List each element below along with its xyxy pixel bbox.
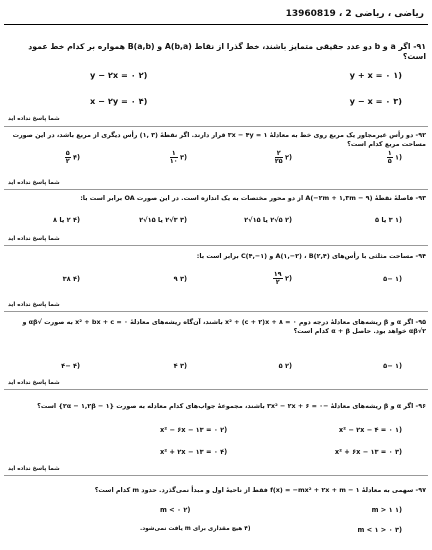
q92-option-3-numerator: ۱ — [171, 149, 176, 157]
q92-option-4 — [65, 150, 80, 165]
q93-option-1: (۱ ۳ یا ۵ — [375, 216, 402, 224]
q93-option-4: (۴ ۲ یا ۸ — [53, 216, 80, 224]
q94-option-2-numerator: ۱۹ — [273, 270, 282, 278]
q92-option-4-label: (۴ — [72, 153, 80, 162]
q92-option-1 — [387, 150, 402, 165]
q92-option-4-denominator: ۲ — [65, 157, 70, 165]
q97-option-3: (۳ ۰ < m < ۱ — [357, 526, 402, 534]
q92-option-1-numerator: ۱ — [387, 149, 392, 157]
divider — [4, 311, 428, 312]
q92-option-2 — [275, 150, 292, 165]
q97-option-2: (۲ m < ۰ — [160, 506, 191, 514]
q91-option-2: (۲ y − ۲x = ۰ — [90, 70, 148, 80]
q91-option-3: (۳ y − x = ۰ — [349, 96, 402, 106]
q92-option-2-denominator: ۲۵ — [274, 157, 283, 165]
q94-option-3: (۳ ۹ — [173, 275, 187, 283]
q94-option-2-fraction — [273, 271, 283, 286]
q92-option-3-denominator: ۱۰ — [169, 157, 178, 165]
q94-option-2-label: (۲ — [284, 274, 292, 283]
q92-option-3 — [170, 150, 187, 165]
q92-option-4-fraction — [65, 150, 71, 165]
q95-option-1: (۱ −۵ — [383, 362, 402, 370]
q92-option-3-fraction — [170, 150, 178, 165]
q94-option-2 — [273, 271, 292, 286]
no-answer-note: شما پاسخ نداده اید — [8, 466, 60, 472]
q92-option-4-numerator: ۵ — [65, 149, 70, 157]
q92-option-2-fraction — [275, 150, 283, 165]
divider — [4, 189, 428, 190]
no-answer-note: شما پاسخ نداده اید — [8, 180, 60, 186]
q94-option-2-denominator: ۲ — [275, 278, 280, 286]
q94-option-4: (۴ ۳۸ — [62, 275, 80, 283]
q95-option-3: (۳ ۴ — [173, 362, 187, 370]
question-92-text: ۹۲- دو رأس غیرمجاور یک مربع روی خط به معادلهٔ ۱ = ۳x − ۴y قرار دارند. اگر نقطهٔ (۳ ,۱) رأس دیگری از مربع باشد، در این صورت مساحت مربع کدام است؟ — [12, 131, 426, 148]
divider — [4, 126, 428, 127]
question-94-text: ۹۴- مساحت مثلثی با رأس‌های A(۱,−۲) ، B(۲,۴) و C(۴,−۱) برابر است با: — [196, 252, 426, 260]
question-96-text: ۹۶- اگر α و β ریشه‌های معادلهٔ −۳x² − ۲x + ۶ = ۰ باشند، مجموعهٔ جواب‌های کدام معادله به صورت {۲α − ۱,۲β − ۱} است؟ — [37, 402, 426, 410]
no-answer-note: شما پاسخ نداده اید — [8, 236, 60, 242]
document-title: ریاضی ، ریاضی 2 ، 13960819 — [285, 9, 424, 19]
q95-option-2: (۲ ۵ — [278, 362, 292, 370]
q96-option-2: (۲ x² − ۶x − ۱۳ = ۰ — [160, 426, 228, 434]
question-95-text: ۹۵- اگر α و β ریشه‌های معادلهٔ درجه دوم x² + (c + ۲)x + ۸ = ۰ باشند، آن‌گاه ریشه‌های معادلهٔ x² + bx + c = ۰ به صورت √αβ و ۲√αβ خواهد بود. حاصل α + β کدام است؟ — [22, 318, 426, 335]
question-91-text: ۹۱- اگر a و b دو عدد حقیقی متمایز باشند، خط گذرا از نقاط A(b,a) و B(a,b) همواره بر کدام خط عمود است؟ — [28, 42, 426, 61]
q92-option-2-label: (۲ — [284, 153, 292, 162]
q94-option-1: (۱ −۵ — [383, 275, 402, 283]
q92-option-1-label: (۱ — [394, 153, 402, 162]
document-header — [4, 4, 428, 25]
no-answer-note: شما پاسخ نداده اید — [8, 116, 60, 122]
q96-option-4: (۴ x² + ۲x − ۱۳ = ۰ — [160, 448, 228, 456]
divider — [4, 389, 428, 390]
no-answer-note: شما پاسخ نداده اید — [8, 380, 60, 386]
q97-option-1: (۱ m > ۱ — [371, 506, 402, 514]
q91-option-1: (۱ y + x = ۰ — [349, 70, 402, 80]
divider — [4, 475, 428, 476]
q91-option-4: (۴ x − ۲y = ۰ — [90, 96, 148, 106]
q92-option-2-numerator: ۲ — [276, 149, 281, 157]
q95-option-4: (۴ −۴ — [61, 362, 80, 370]
q92-option-3-label: (۳ — [179, 153, 187, 162]
q92-option-1-fraction — [387, 150, 393, 165]
question-93-text: ۹۳- فاصلهٔ نقطهٔ A(−۲m + ۱,۳m − ۹) از دو محور مختصات به یک اندازه است. در این صورت OA برابر است با: — [80, 194, 426, 202]
divider — [4, 245, 428, 246]
q92-option-1-denominator: ۵ — [387, 157, 392, 165]
q96-option-1: (۱ x² − ۲x − ۴ = ۰ — [338, 426, 402, 434]
q93-option-2: (۲ ۵√۲ یا ۱۵√۲ — [244, 216, 292, 224]
q96-option-3: (۳ x² + ۶x − ۱۳ = ۰ — [334, 448, 402, 456]
question-97-text: ۹۷- سهمی به معادلهٔ f(x) = −mx² + ۲x + m − ۱ فقط از ناحیهٔ اول و مبدأ نمی‌گذرد. حدود m کدام است؟ — [94, 486, 426, 494]
q93-option-3: (۳ ۳√۲ یا ۱۵√۲ — [139, 216, 187, 224]
no-answer-note: شما پاسخ نداده اید — [8, 302, 60, 308]
q97-option-4: (۴ هیچ مقداری برای m یافت نمی‌شود. — [140, 526, 251, 532]
